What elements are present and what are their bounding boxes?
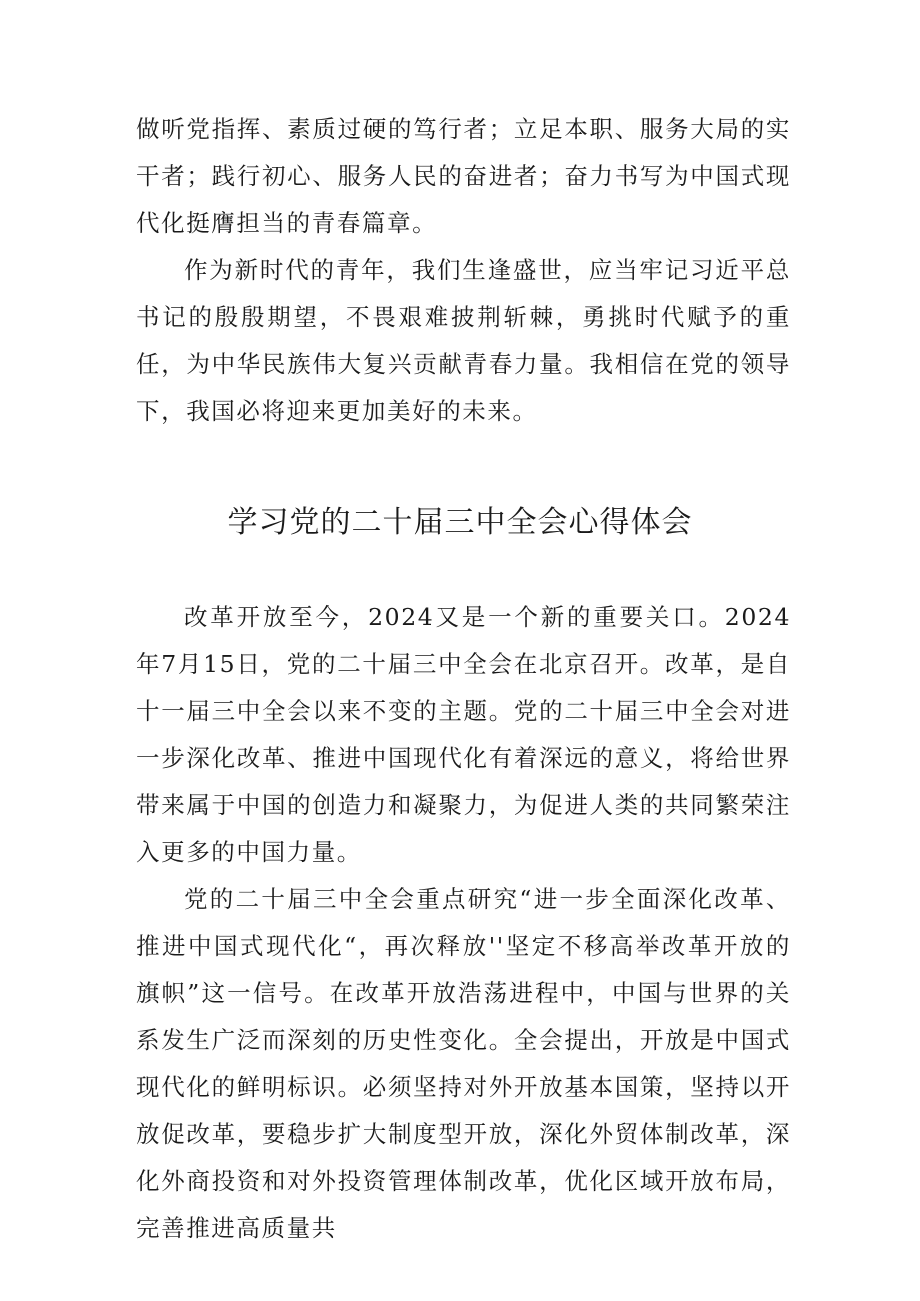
bottom-text-block — [136, 594, 791, 1252]
top-text-block — [136, 106, 791, 435]
paragraph-plenum-focus: 党的二十届三中全会重点研究“进一步全面深化改革、推进中国式现代化“，再次释放''坚定不移高举改革开放的旗帜”这一信号。在改革开放浩荡进程中，中国与世界的关系发生广泛而深刻的历史性变化。全会提出，开放是中国式现代化的鲜明标识。必须坚持对外开放基本国策，坚持以开放促改革，要稳步扩大制度型开放，深化外贸体制改革，深化外商投资和对外投资管理体制改革，优化区域开放布局，完善推进高质量共 — [136, 885, 791, 1242]
paragraph-youth: 作为新时代的青年，我们生逢盛世，应当牢记习近平总书记的殷殷期望，不畏艰难披荆斩棘，勇挑时代赋予的重任，为中华民族伟大复兴贡献青春力量。我相信在党的领导下，我国必将迎来更加美好的未来。 — [136, 256, 791, 425]
document-title: 学习党的二十届三中全会心得体会 — [227, 505, 693, 540]
paragraph-continuation: 做听党指挥、素质过硬的笃行者；立足本职、服务大局的实干者；践行初心、服务人民的奋进者；奋力书写为中国式现代化挺膺担当的青春篇章。 — [136, 115, 791, 237]
paragraph-reform-opening: 改革开放至今，2024又是一个新的重要关口。2024年7月15日，党的二十届三中全会在北京召开。改革，是自十一届三中全会以来不变的主题。党的二十届三中全会对进一步深化改革、推进中国现代化有着深远的意义，将给世界带来属于中国的创造力和凝聚力，为促进人类的共同繁荣注入更多的中国力量。 — [136, 603, 791, 866]
